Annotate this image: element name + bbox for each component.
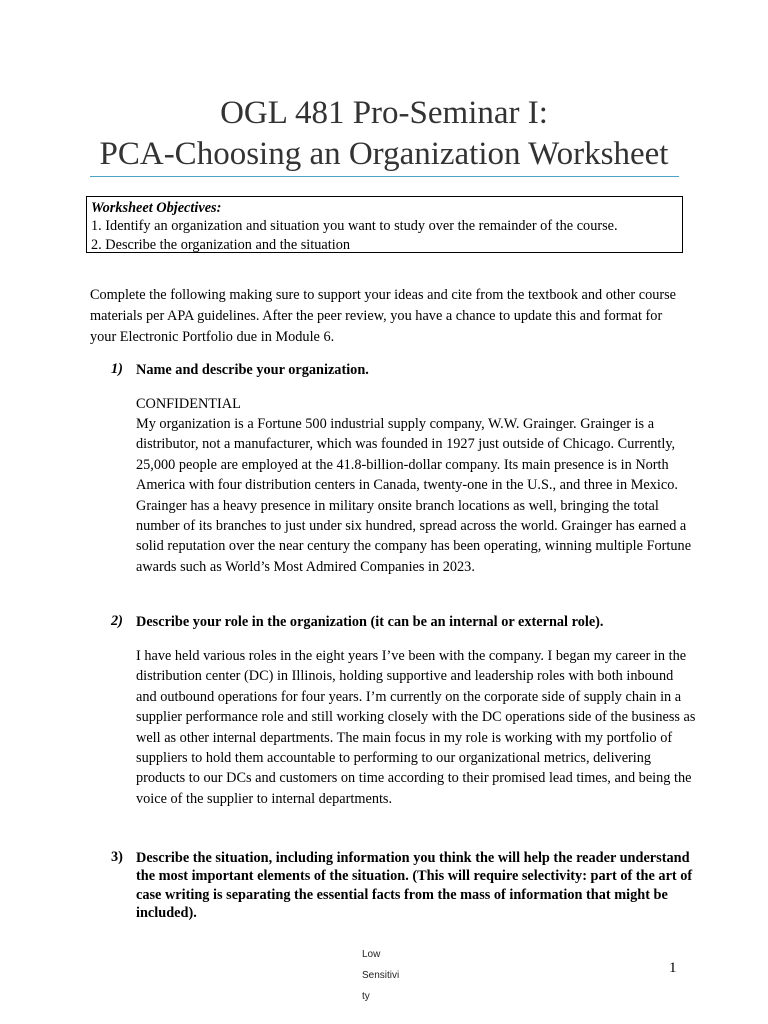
- intro-paragraph: Complete the following making sure to support your ideas and cite from the textbook and other course materials per APA guidelines. After the peer review, you have a chance to update this and format for your Electronic Portfolio due in Module 6.: [90, 287, 677, 345]
- objective-item: 1. Identify an organization and situation you want to study over the remainder of the course.: [91, 218, 618, 235]
- question-number: 1): [111, 361, 123, 377]
- question-prompt: Name and describe your organization.: [136, 362, 369, 378]
- answer-organization: My organization is a Fortune 500 industrial supply company, W.W. Grainger. Grainger is a distributor, not a manufacturer, which was founded in 1927 just outside of Chicago. Currently, 25,000 people are employed at the 41.8-billion-dollar company. Its main presence is in North America with four distribution centers in Canada, twenty-one in the U.S., and three in Mexico. Grainger has a heavy presence in military onsite branch locations as well, bringing the total number of its branches to just under six hundred, spread across the world. Grainger has earned a solid reputation over the near century the company has been operating, winning multiple Fortune awards such as World’s Most Admired Companies in 2023.: [136, 416, 692, 575]
- sensitivity-label-line: Low: [362, 949, 381, 960]
- answer-role: I have held various roles in the eight years I’ve been with the company. I began my career in the distribution center (DC) in Illinois, holding supportive and leadership roles with both inbound and outbound operations for four years. I’m currently on the corporate side of supply chain in a supplier performance role and still working closely with the DC operations side of the business as well as other internal departments. The main focus in my role is working with my portfolio of suppliers to hold them accountable to performing to our organizational metrics, delivering products to our DCs and customers on time according to their promised lead times, and being the voice of the supplier to internal departments.: [136, 648, 696, 807]
- sensitivity-label-line: Sensitivi: [362, 970, 400, 981]
- page-title-line-1: OGL 481 Pro-Seminar I:: [220, 95, 548, 131]
- sensitivity-label-line: ty: [362, 991, 370, 1002]
- page-number: 1: [669, 960, 677, 976]
- question-prompt: Describe the situation, including information you think the will help the reader understand the most important elements of the situation. (This will require selectivity: part of the art of case writing is separating the essential facts from the mass of information that might be included).: [136, 850, 693, 921]
- question-prompt: Describe your role in the organization (it can be an internal or external role).: [136, 614, 604, 630]
- objectives-heading: Worksheet Objectives:: [91, 200, 222, 216]
- answer-label-confidential: CONFIDENTIAL: [136, 396, 241, 412]
- question-number: 2): [111, 613, 123, 629]
- question-number: 3): [111, 849, 123, 865]
- objectives-box: [86, 196, 683, 253]
- sensitivity-label: [362, 944, 412, 1007]
- title-underline: [90, 176, 679, 177]
- page-title-line-2: PCA-Choosing an Organization Worksheet: [99, 136, 669, 172]
- objective-item: 2. Describe the organization and the situation: [91, 236, 350, 253]
